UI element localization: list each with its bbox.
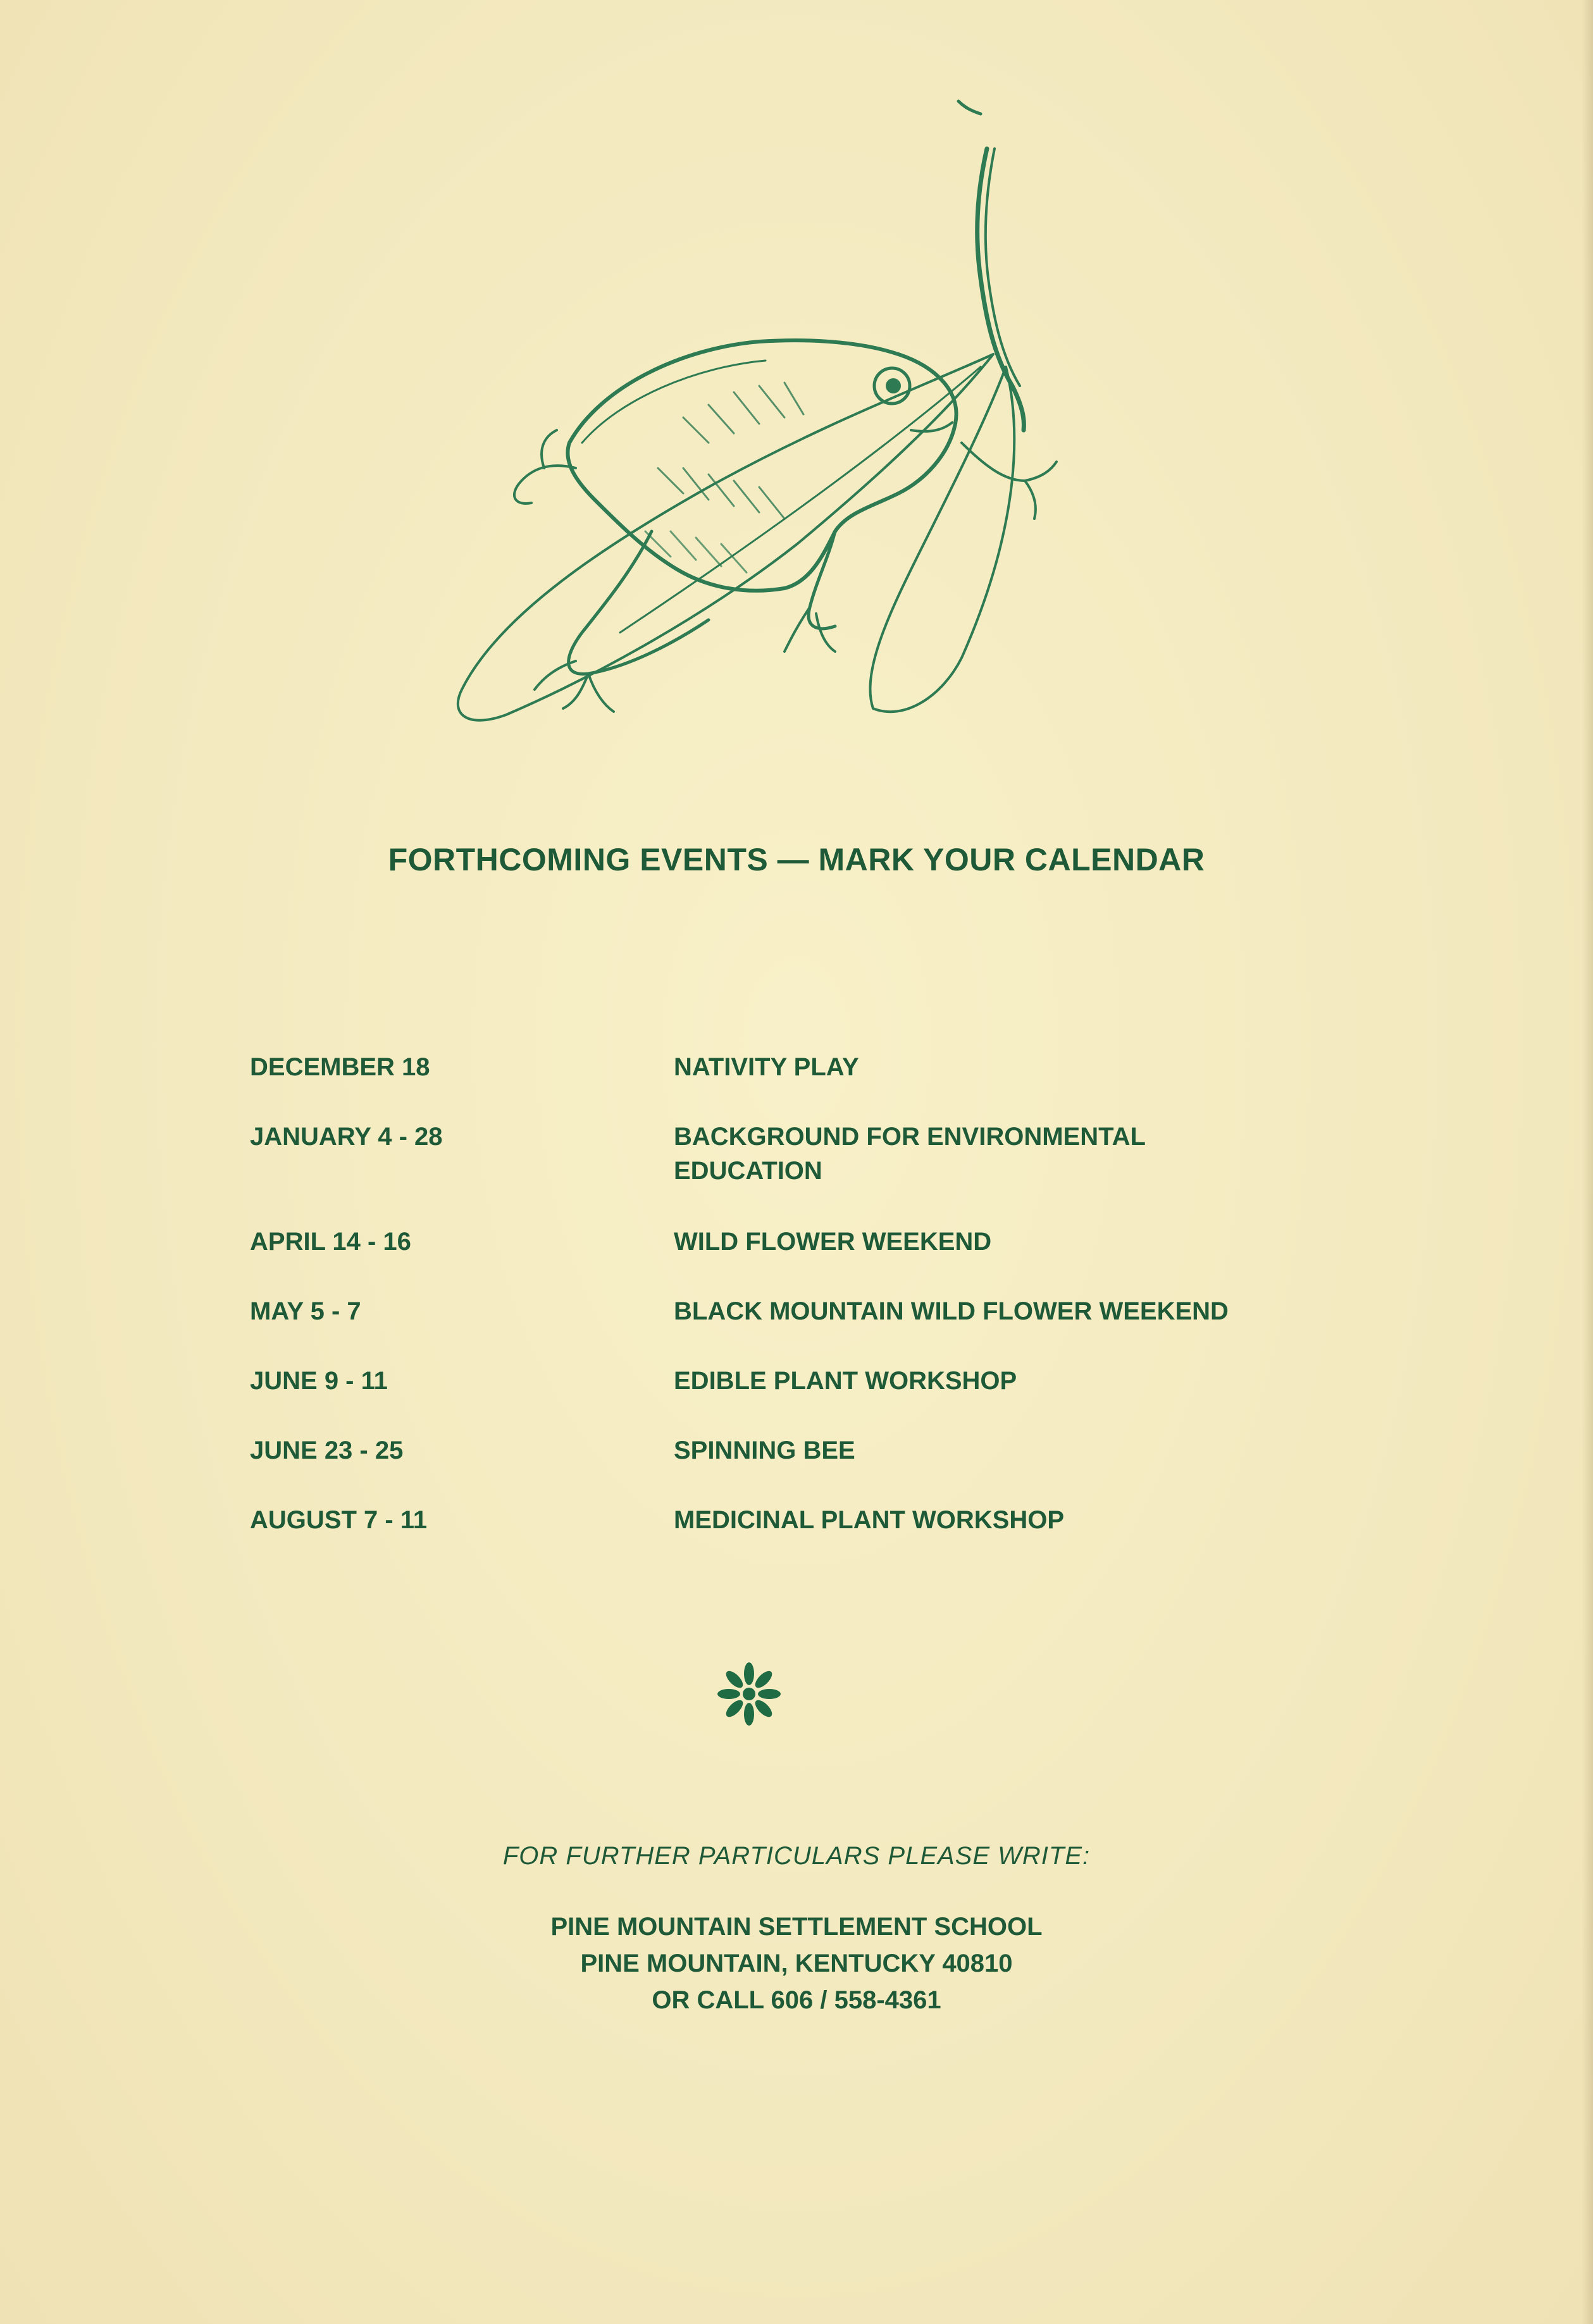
page-title: FORTHCOMING EVENTS — MARK YOUR CALENDAR <box>388 842 1205 877</box>
event-date: JUNE 9 - 11 <box>250 1367 388 1395</box>
event-date: MAY 5 - 7 <box>250 1297 361 1325</box>
event-name: BACKGROUND FOR ENVIRONMENTAL EDUCATION <box>674 1123 1146 1185</box>
flower-ornament-icon <box>717 1662 781 1726</box>
list-item <box>250 1225 1351 1259</box>
event-date: APRIL 14 - 16 <box>250 1228 411 1256</box>
event-name: MEDICINAL PLANT WORKSHOP <box>674 1506 1065 1534</box>
events-list <box>250 1050 1351 1537</box>
frog-illustration <box>354 89 1063 759</box>
school-address: PINE MOUNTAIN, KENTUCKY 40810 <box>580 1950 1013 1977</box>
list-item <box>250 1294 1351 1328</box>
school-name: PINE MOUNTAIN SETTLEMENT SCHOOL <box>550 1913 1043 1941</box>
list-item <box>250 1503 1351 1537</box>
event-name: WILD FLOWER WEEKEND <box>674 1228 992 1256</box>
phone-number: OR CALL 606 / 558-4361 <box>652 1986 941 2014</box>
event-name: EDIBLE PLANT WORKSHOP <box>674 1367 1017 1395</box>
event-date: JUNE 23 - 25 <box>250 1437 404 1464</box>
event-date: DECEMBER 18 <box>250 1053 430 1081</box>
event-date: JANUARY 4 - 28 <box>250 1123 443 1151</box>
list-item <box>250 1364 1351 1398</box>
event-name: SPINNING BEE <box>674 1437 855 1464</box>
list-item <box>250 1120 1351 1188</box>
contact-intro: FOR FURTHER PARTICULARS PLEASE WRITE: <box>502 1842 1091 1870</box>
event-date: AUGUST 7 - 11 <box>250 1506 428 1534</box>
event-name: BLACK MOUNTAIN WILD FLOWER WEEKEND <box>674 1297 1229 1325</box>
list-item <box>250 1050 1351 1084</box>
event-name: NATIVITY PLAY <box>674 1053 859 1081</box>
contact-block <box>0 1842 1593 2018</box>
list-item <box>250 1433 1351 1468</box>
